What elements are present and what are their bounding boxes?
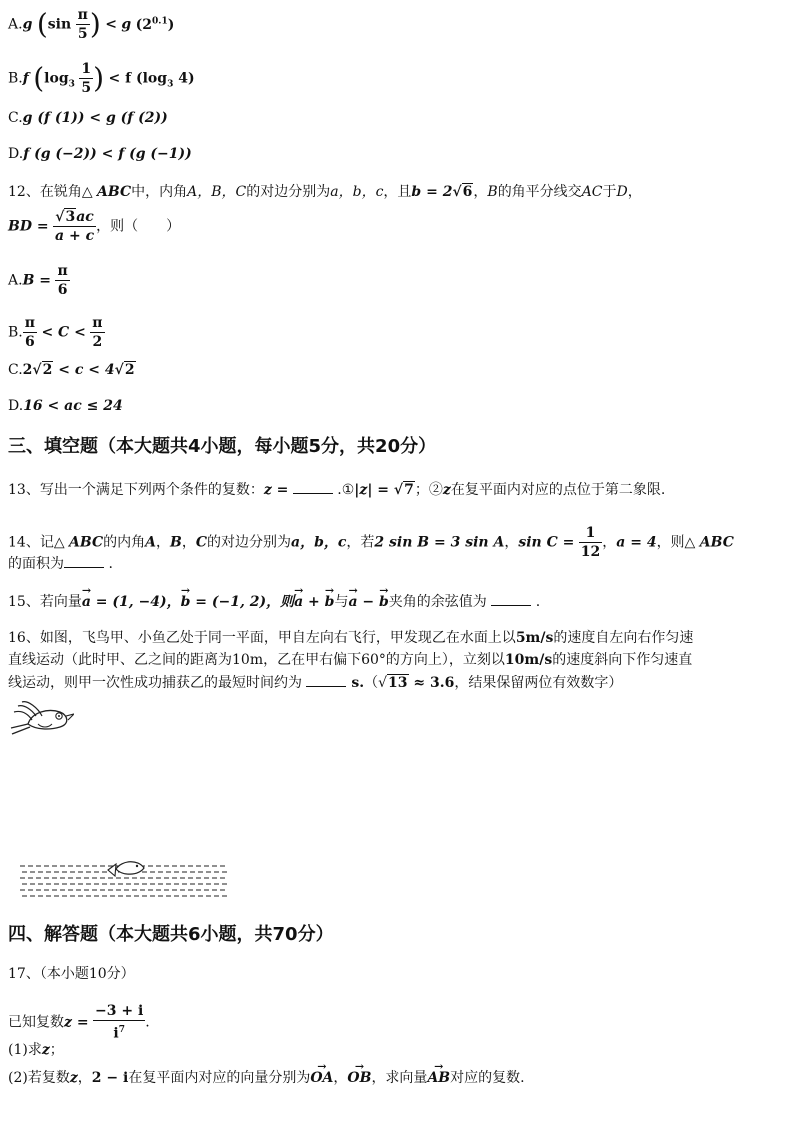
question-14-line2: 的面积为 . bbox=[8, 553, 113, 574]
option-11-d: D.f (g (−2)) < f (g (−1)) bbox=[8, 146, 192, 162]
question-12-stem: 12、在锐角△ ABC中，内角A，B，C的对边分别为a，b，c，且b = 2√6，B的角平分线交AC于D， bbox=[8, 184, 642, 200]
answer-blank[interactable] bbox=[64, 553, 104, 568]
question-17-part1: (1)求z； bbox=[8, 1042, 64, 1058]
question-14: 14、记△ ABC的内角A，B，C的对边分别为a，b，c，若2 sin B = 3 sin A，sin C = $\frac{1}{12}$ ，a = 4，则△ ABC bbox=[8, 525, 734, 560]
option-11-c: C.g (f (1)) < g (f (2)) bbox=[8, 110, 168, 126]
bird-illustration bbox=[8, 694, 74, 738]
water-fish-illustration bbox=[20, 856, 232, 900]
option-12-c: C.2√2 < c < 4√2 bbox=[8, 362, 135, 378]
option-12-d: D.16 < ac ≤ 24 bbox=[8, 398, 123, 414]
section-4-heading: 四、解答题（本大题共6小题，共70分） bbox=[8, 924, 334, 945]
question-16-line1: 16、如图，飞鸟甲、小鱼乙处于同一平面，甲自左向右飞行，甲发现乙在水面上以5m/s的速度自左向右作匀速 bbox=[8, 630, 694, 646]
question-16-line3: 线运动，则甲一次性成功捕获乙的最短时间约为 s.（√13 ≈ 3.6，结果保留两位有效数字） bbox=[8, 672, 622, 693]
answer-blank[interactable] bbox=[306, 672, 346, 687]
question-15: 15、若向量→ a = (1, −4)，→ b = (−1, 2)，则→ a + → b与→ a − → b夹角的余弦值为 . bbox=[8, 591, 540, 612]
question-16-line2: 直线运动（此时甲、乙之间的距离为10m，乙在甲右偏下60°的方向上），立刻以10m/s的速度斜向下作匀速直 bbox=[8, 652, 693, 668]
option-11-a: A.g (sin $\frac{\pi}{5}$ ) < g $(2^{0.1})$ bbox=[8, 7, 175, 42]
option-12-b: B. $\frac{\pi}{6}$ < C < $\frac{\pi}{2}$ bbox=[8, 315, 103, 350]
question-17-part2: (2)若复数z，2 − i在复平面内对应的向量分别为→ OA，→ OB，求向量→ AB对应的复数. bbox=[8, 1068, 525, 1088]
question-12-bd: BD = $\frac{√3ac}{a + c}$ ，则（ ） bbox=[8, 209, 181, 244]
question-17-stem: 已知复数z = $\frac{-3 + i}{i^7}$ . bbox=[8, 1003, 150, 1042]
option-11-b: B.f ($\log_3$ $\frac{1}{5}$ ) < f ($\log_3$ 4) bbox=[8, 61, 195, 96]
section-3-heading: 三、填空题（本大题共4小题，每小题5分，共20分） bbox=[8, 436, 437, 457]
question-13: 13、写出一个满足下列两个条件的复数：z = .①|z| = √7；②z在复平面内对应的点位于第二象限. bbox=[8, 479, 665, 500]
question-17-head: 17、（本小题10分） bbox=[8, 966, 135, 982]
answer-blank[interactable] bbox=[491, 591, 531, 606]
option-12-a: A.B = $\frac{\pi}{6}$ bbox=[8, 263, 68, 298]
answer-blank[interactable] bbox=[293, 479, 333, 494]
